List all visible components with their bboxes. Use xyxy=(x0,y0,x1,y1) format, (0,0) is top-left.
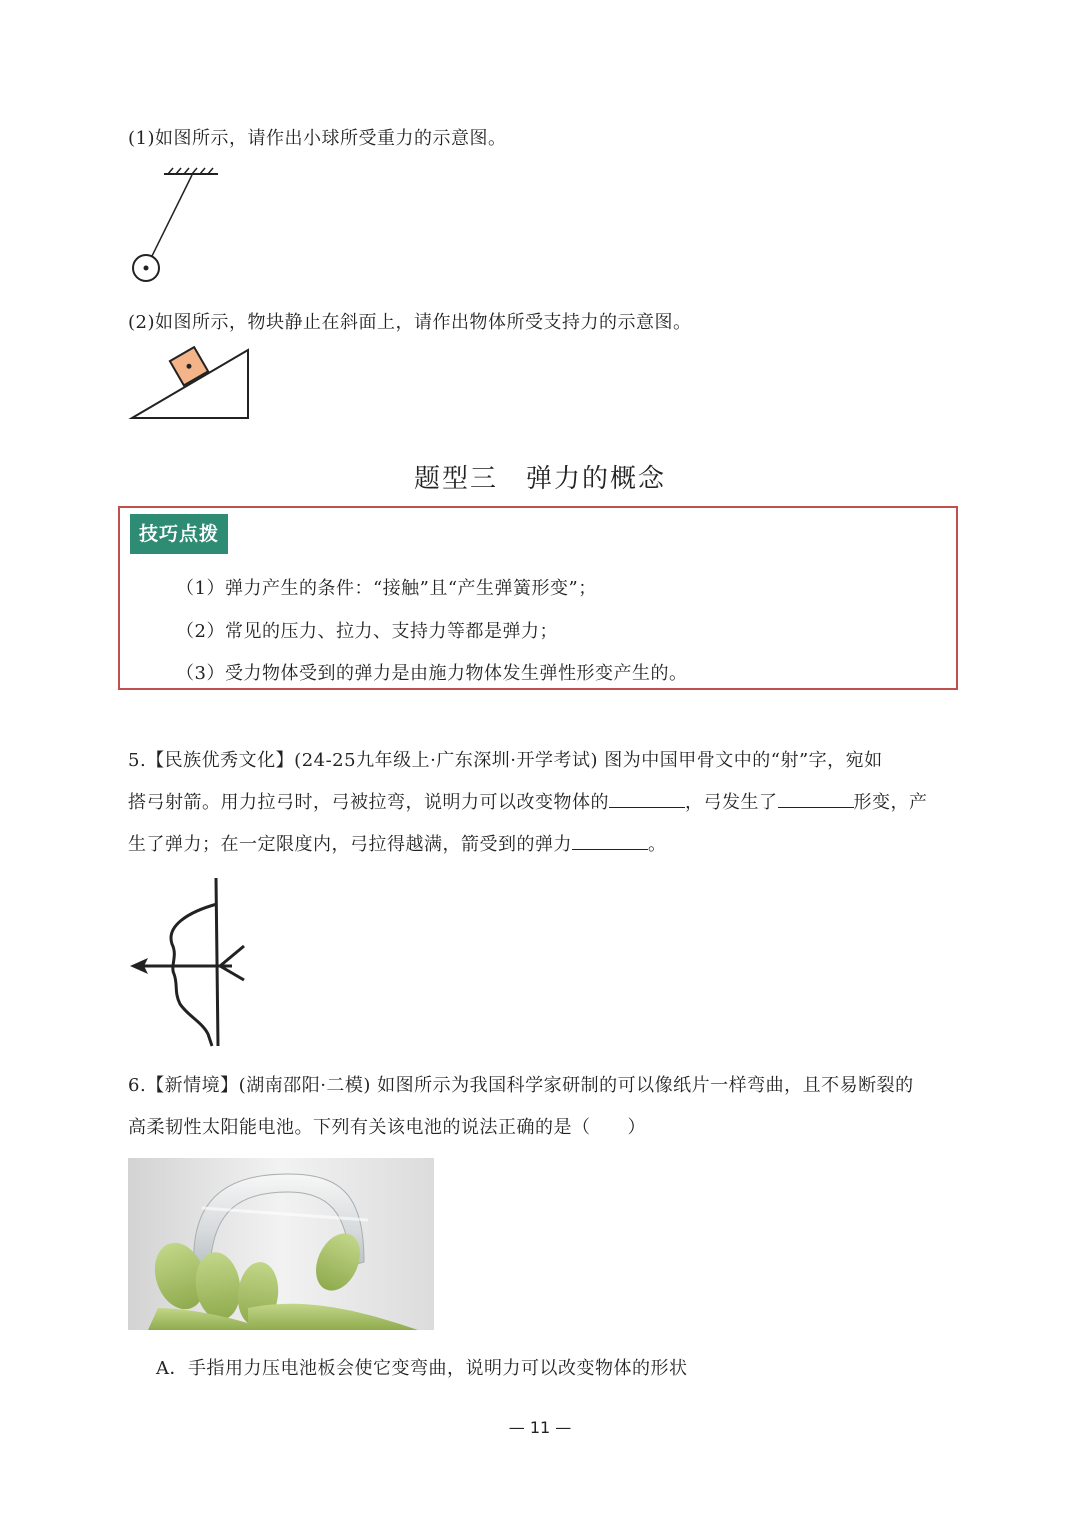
tips-header: 技巧点拨 xyxy=(130,514,228,554)
q5-line2 xyxy=(128,788,928,814)
q5-line2-b: ，弓发生了 xyxy=(685,792,778,813)
q6-line2: 高柔韧性太阳能电池。下列有关该电池的说法正确的是（ ） xyxy=(128,1117,646,1138)
flexible-solar-cell-photo xyxy=(128,1158,434,1330)
solar-cell-illustration xyxy=(128,1158,434,1330)
ball-center-dot xyxy=(144,266,149,271)
q5-blank-1[interactable] xyxy=(609,791,685,808)
section-title: 题型三 弹力的概念 xyxy=(413,464,666,494)
q5-line2-a: 搭弓射箭。用力拉弓时，弓被拉弯，说明力可以改变物体的 xyxy=(128,792,609,813)
q6-line1: 6.【新情境】(湖南邵阳·二模) 如图所示为我国科学家研制的可以像纸片一样弯曲，且不易断裂的 xyxy=(128,1075,914,1096)
q4-part2-text: (2)如图所示，物块静止在斜面上，请作出物体所受支持力的示意图。 xyxy=(128,312,692,333)
pendulum-figure xyxy=(126,168,226,288)
q5-line3-a: 生了弹力；在一定限度内，弓拉得越满，箭受到的弹力 xyxy=(128,834,572,855)
q5-line1: 5.【民族优秀文化】(24-25九年级上·广东深圳·开学考试) 图为中国甲骨文中的“射”字，宛如 xyxy=(128,750,883,771)
q5-blank-3[interactable] xyxy=(572,833,648,850)
oracle-bone-she-character xyxy=(128,874,248,1050)
fletching-bottom xyxy=(220,966,244,980)
fletching-top xyxy=(220,946,244,966)
q5-line3 xyxy=(128,830,667,856)
tip-item-2: （2）常见的压力、拉力、支持力等都是弹力； xyxy=(176,621,558,642)
pendulum-string xyxy=(152,175,192,256)
q5-blank-2[interactable] xyxy=(778,791,854,808)
page-number: — 11 — xyxy=(508,1418,572,1437)
q4-part1-text: (1)如图所示，请作出小球所受重力的示意图。 xyxy=(128,128,507,149)
tip-item-3: （3）受力物体受到的弹力是由施力物体发生弹性形变产生的。 xyxy=(176,663,688,684)
tips-box xyxy=(118,506,958,690)
tip-item-1: （1）弹力产生的条件：“接触”且“产生弹簧形变”； xyxy=(176,578,597,599)
incline-figure xyxy=(128,342,252,422)
q5-line2-c: 形变，产 xyxy=(853,792,928,813)
q6-option-a[interactable]: A．手指用力压电池板会使它变弯曲，说明力可以改变物体的形状 xyxy=(156,1358,688,1379)
q5-line3-b: 。 xyxy=(648,834,667,855)
bow-curve xyxy=(171,904,217,1046)
